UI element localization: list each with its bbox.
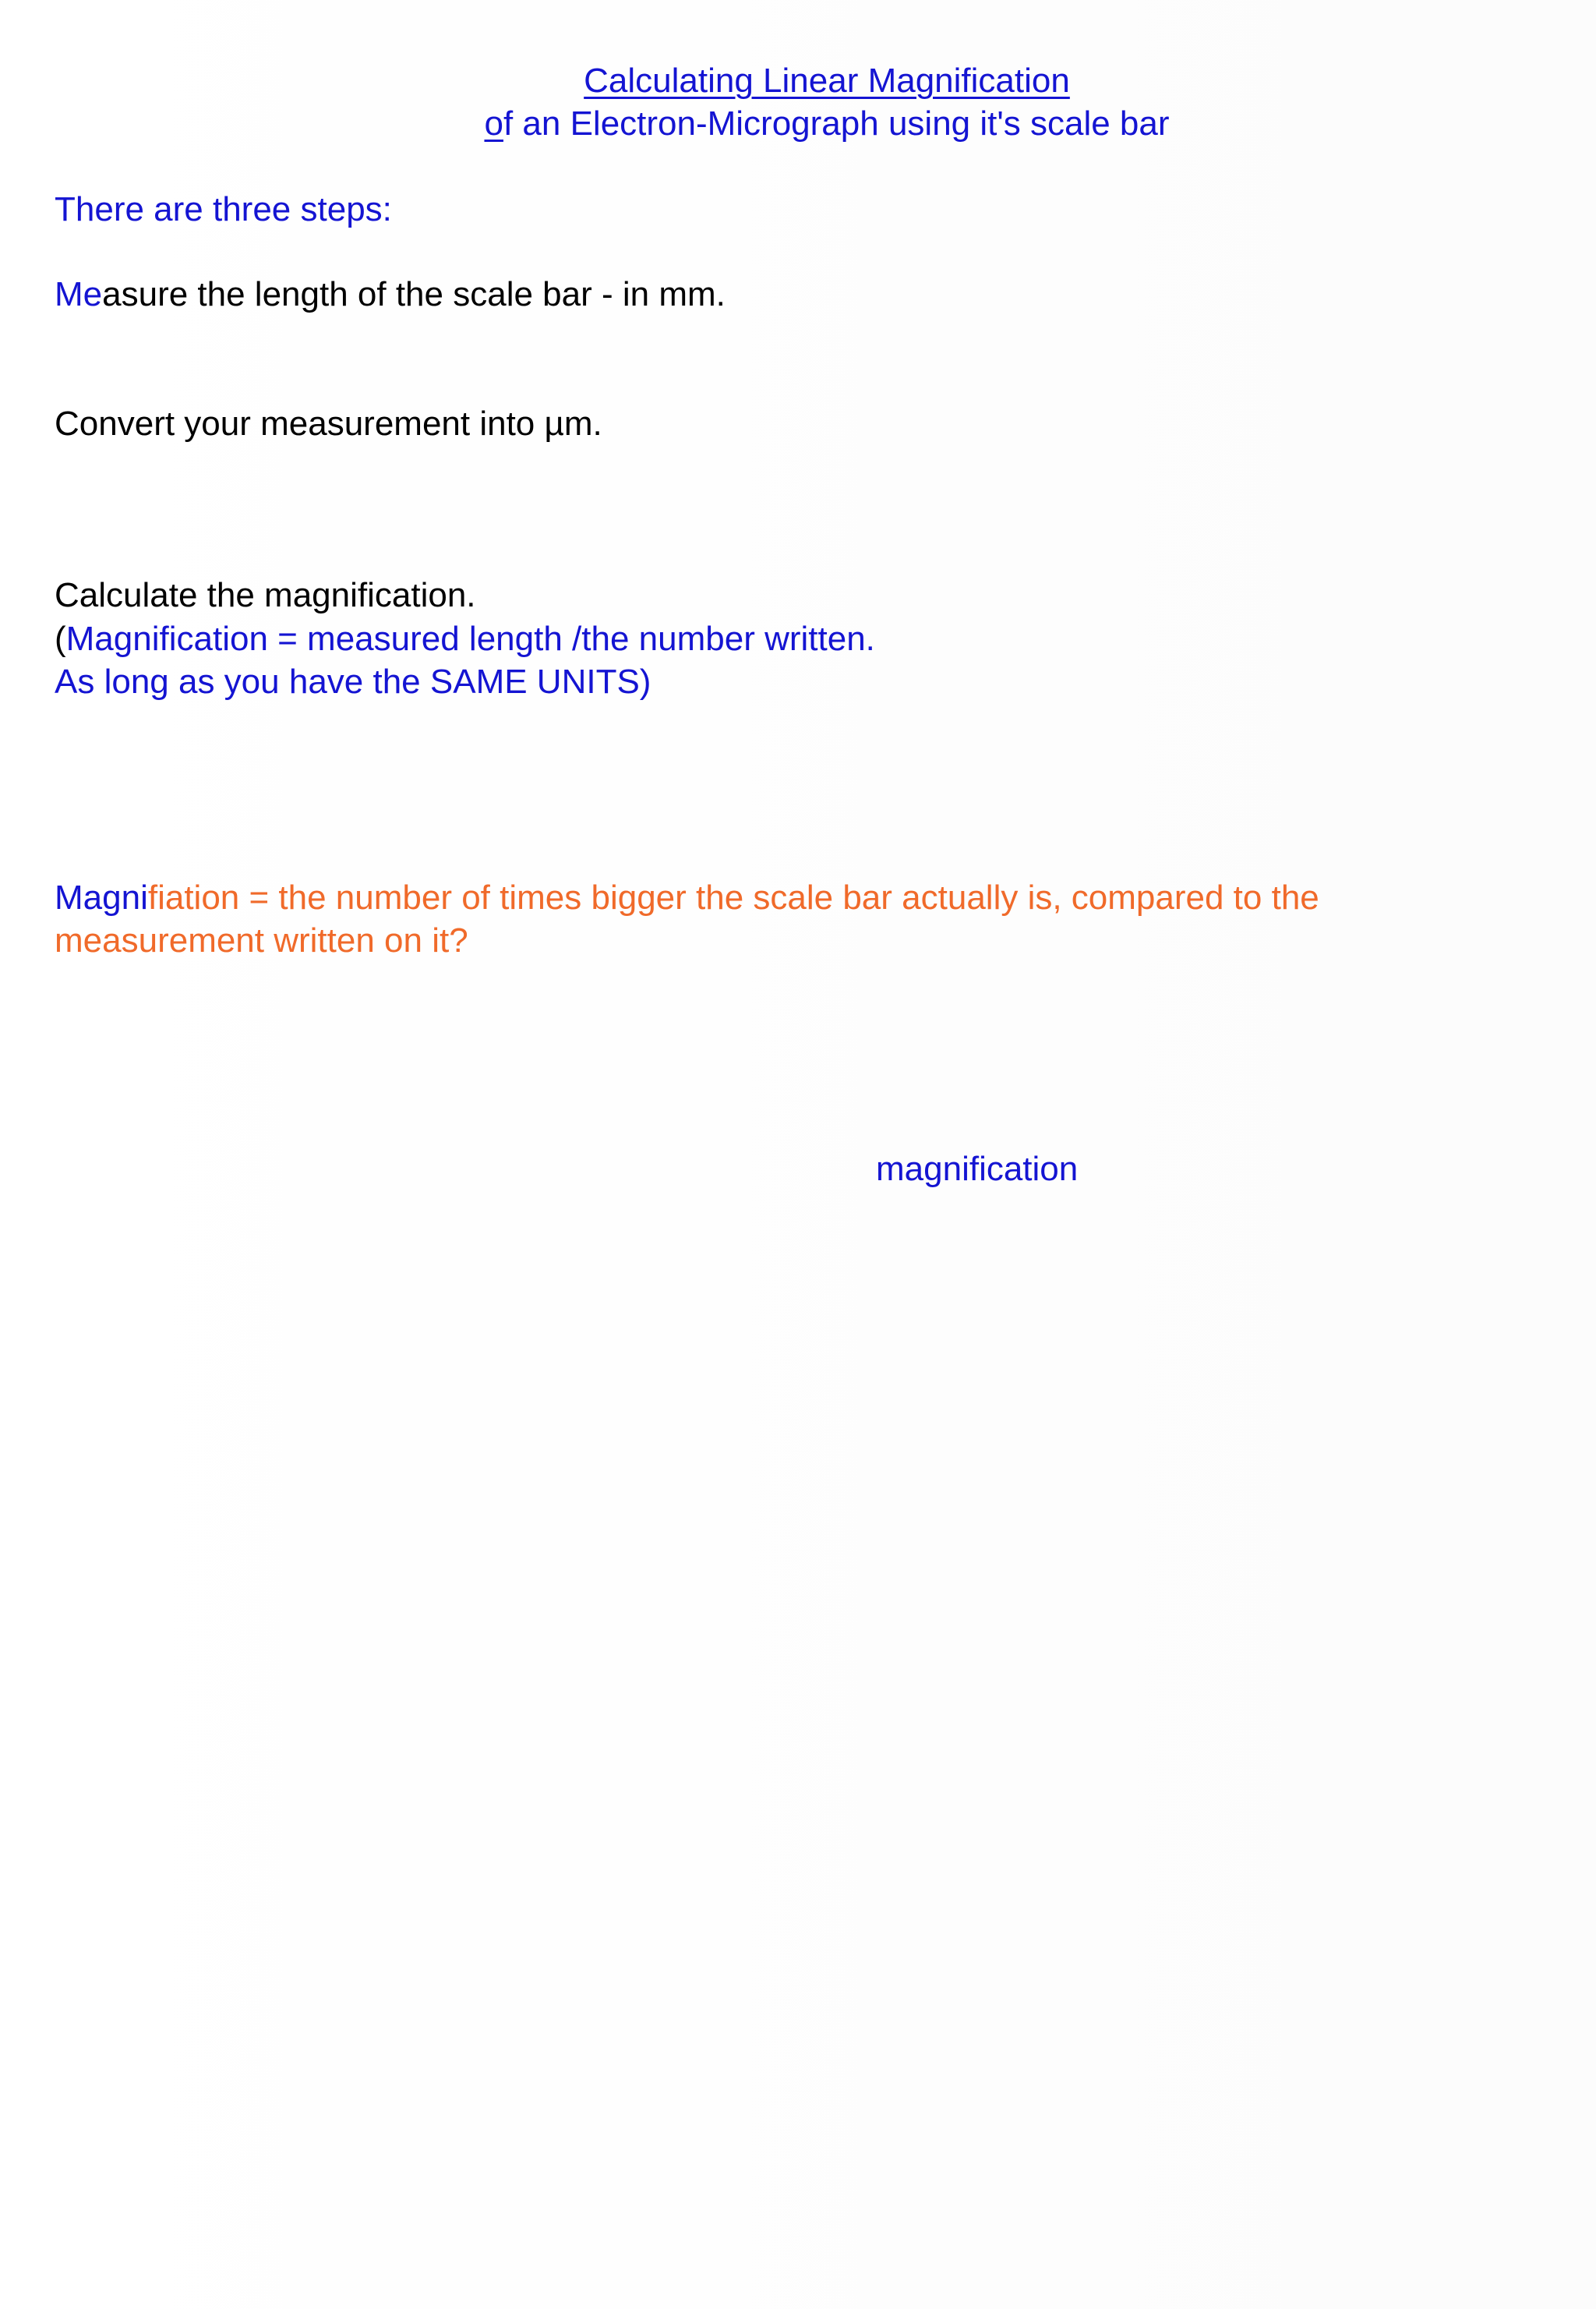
magnification-label: magnification bbox=[876, 1150, 1079, 1188]
step-2: Convert your measurement into µm. bbox=[55, 405, 602, 443]
step-3-paren: ( bbox=[55, 620, 66, 658]
page-title bbox=[29, 61, 1596, 101]
definition-line-1 bbox=[55, 878, 1319, 918]
step-1-blue-part: Me bbox=[55, 275, 103, 313]
step-1 bbox=[55, 274, 726, 315]
page-subtitle bbox=[29, 104, 1596, 144]
title-line-2-rest: f an Electron-Micrograph using it's scale bar bbox=[503, 104, 1170, 143]
formula-text: Magnification = measured length /the number written. bbox=[65, 620, 875, 658]
definition-blue-part: Magni bbox=[55, 879, 148, 917]
page-background bbox=[55, 0, 1596, 2309]
title-line-1: Calculating Linear Magnification bbox=[584, 62, 1070, 100]
step-1-black-part: asure the length of the scale bar - in mm. bbox=[102, 275, 726, 313]
step-3-heading: Calculate the magnification. bbox=[55, 576, 476, 614]
step-3-note: As long as you have the SAME UNITS) bbox=[55, 663, 651, 701]
title-line-2-underlined: o bbox=[484, 104, 503, 143]
definition-line-2: measurement written on it? bbox=[55, 921, 468, 960]
step-3-formula bbox=[55, 619, 875, 659]
intro-text: There are three steps: bbox=[55, 190, 392, 228]
definition-orange-part: fiation = the number of times bigger the scale bar actually is, compared to the bbox=[147, 879, 1319, 917]
